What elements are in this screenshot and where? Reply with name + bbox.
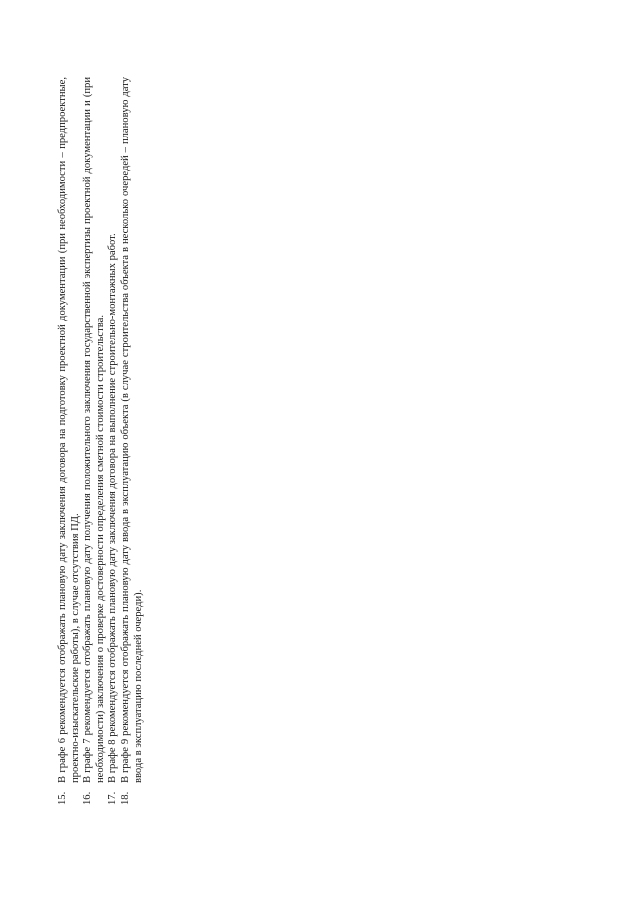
item-number: 16.: [82, 791, 94, 805]
item-text: В графе 8 рекомендуется отображать плановую дату заключения договора на выполнение строительно-монтажных работ.: [107, 233, 119, 783]
item-number: 17.: [107, 791, 119, 805]
list-item-15: [57, 77, 82, 805]
list-item-17: [107, 77, 120, 805]
item-text: В графе 9 рекомендуется отображать плановую дату ввода в эксплуатацию объекта (в случае строительства объекта в несколько очередей – плановую дату ввода в эксплуатацию последней очереди).: [119, 77, 144, 783]
item-number: 18.: [119, 791, 131, 805]
item-text: В графе 7 рекомендуется отображать плановую дату получения положительного заключения государственной экспертизы проектной документации и (при необходимости) заключения о проверке достоверности определения сметной стоимости строительства.: [82, 77, 106, 783]
item-number: 15.: [57, 791, 68, 805]
list-item-16: [82, 77, 107, 805]
item-text: В графе 6 рекомендуется отображать плановую дату заключения договора на подготовку проектной документации (при необходимости – предпроектные, проектно-изыскательские работы), в случае отсутствия ПД.: [57, 77, 81, 783]
list-item-18: [120, 77, 145, 805]
rotated-text-block: [57, 77, 145, 805]
